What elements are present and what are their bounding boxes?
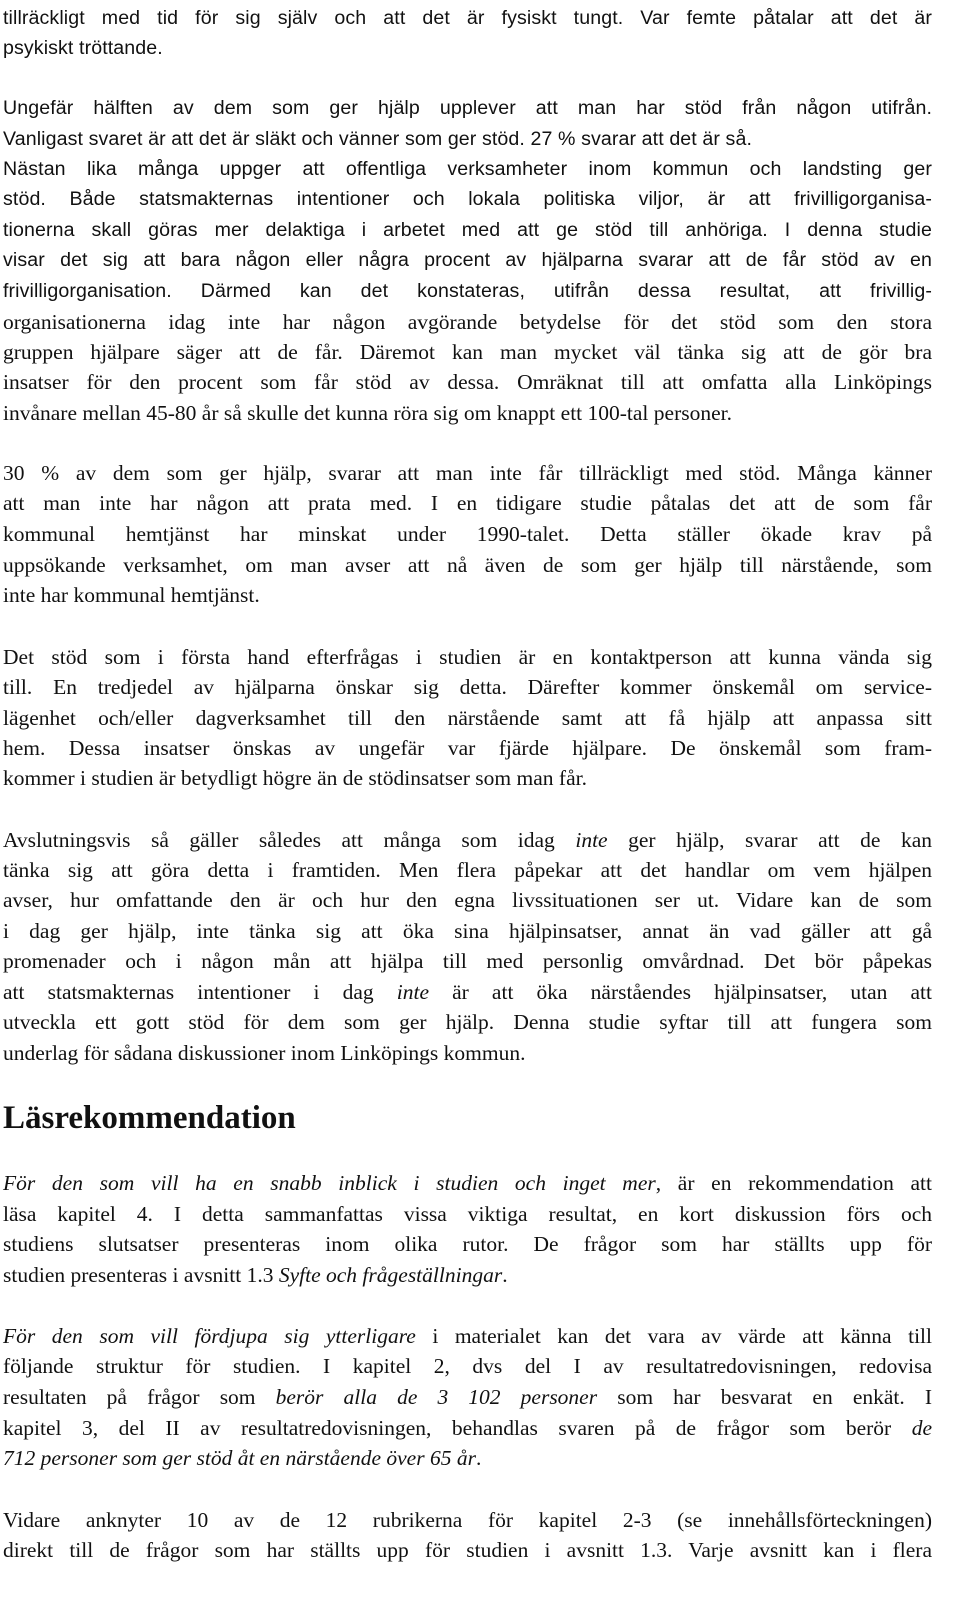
text-line: underlag för sådana diskussioner inom Linköpings kommun.	[3, 1041, 526, 1065]
text-line: studien presenteras i avsnitt 1.3 Syfte och frågeställningar.	[3, 1263, 508, 1287]
text-line: att statsmakternas intentioner i dag inte är att öka närståendes hjälpinsatser, utan att	[3, 980, 932, 1004]
text-line: insatser för den procent som får stöd av dessa. Omräknat till att omfatta alla Linköpings	[3, 370, 932, 394]
text-line: avser, hur omfattande den är och hur den egna livssituationen ser ut. Vidare kan de som	[3, 888, 932, 912]
text-line: kapitel 3, del II av resultatredovisningen, behandlas svaren på de frågor som berör de	[3, 1416, 932, 1440]
text-line: För den som vill fördjupa sig ytterligare i materialet kan det vara av värde att känna till	[3, 1324, 932, 1348]
text-line: psykiskt tröttande.	[3, 37, 163, 59]
text-line: 712 personer som ger stöd åt en närstående över 65 år.	[3, 1446, 482, 1470]
text-line: kommer i studien är betydligt högre än de stödinsatser som man får.	[3, 766, 587, 790]
text-line: 30 % av dem som ger hjälp, svarar att man inte får tillräckligt med stöd. Många känner	[3, 461, 932, 485]
text-line: För den som vill ha en snabb inblick i studien och inget mer, är en rekommendation att	[3, 1171, 932, 1195]
text-line: kommunal hemtjänst har minskat under 1990-talet. Detta ställer ökade krav på	[3, 522, 932, 546]
text-line: Ungefär hälften av dem som ger hjälp upplever att man har stöd från någon utifrån.	[3, 97, 932, 119]
text-line: tänka sig att göra detta i framtiden. Men flera påpekar att det handlar om vem hjälpen	[3, 858, 932, 882]
text-line: utveckla ett gott stöd för dem som ger hjälp. Denna studie syftar till att fungera som	[3, 1010, 932, 1034]
text-line: Nästan lika många uppger att offentliga verksamheter inom kommun och landsting ger	[3, 158, 932, 180]
text-line: promenader och i någon mån att hjälpa till med personlig omvårdnad. Det bör påpekas	[3, 949, 932, 973]
text-line: Det stöd som i första hand efterfrågas i studien är en kontaktperson att kunna vända sig	[3, 645, 932, 669]
text-line: resultaten på frågor som berör alla de 3 102 personer som har besvarat en enkät. I	[3, 1385, 933, 1409]
text-line: hem. Dessa insatser önskas av ungefär var fjärde hjälpare. De önskemål som fram-	[3, 736, 932, 760]
text-line: följande struktur för studien. I kapitel 2, dvs del I av resultatredovisningen, redovisa	[3, 1354, 932, 1378]
text-line: tionerna skall göras mer delaktiga i arbetet med att ge stöd till anhöriga. I denna studie	[3, 219, 932, 241]
text-line: att man inte har någon att prata med. I en tidigare studie påtalas det att de som får	[3, 491, 932, 515]
text-line: inte har kommunal hemtjänst.	[3, 583, 260, 607]
text-line: Avslutningsvis så gäller således att många som idag inte ger hjälp, svarar att de kan	[3, 828, 932, 852]
text-line: stöd. Både statsmakternas intentioner och lokala politiska viljor, är att frivilligorganisa-	[3, 188, 932, 210]
text-line: frivilligorganisation. Därmed kan det konstateras, utifrån dessa resultat, att frivillig-	[3, 280, 932, 302]
text-line: tillräckligt med tid för sig själv och att det är fysiskt tungt. Var femte påtalar att det är	[3, 7, 932, 29]
text-line: studiens slutsatser presenteras inom olika rutor. De frågor som har ställts upp för	[3, 1232, 932, 1256]
text-line: till. En tredjedel av hjälparna önskar sig detta. Därefter kommer önskemål om service-	[3, 675, 932, 699]
text-line: invånare mellan 45-80 år så skulle det kunna röra sig om knappt ett 100-tal personer.	[3, 401, 732, 425]
text-line: direkt till de frågor som har ställts upp för studien i avsnitt 1.3. Varje avsnitt kan i flera	[3, 1538, 932, 1562]
text-line: Vanligast svaret är att det är släkt och vänner som ger stöd. 27 % svarar att det är så.	[3, 128, 752, 150]
text-line: gruppen hjälpare säger att de får. Däremot kan man mycket väl tänka sig att de gör bra	[3, 340, 932, 364]
text-line: läsa kapitel 4. I detta sammanfattas vissa viktiga resultat, en kort diskussion förs och	[3, 1202, 932, 1226]
text-line: lägenhet och/eller dagverksamhet till den närstående samt att få hjälp att anpassa sitt	[3, 706, 932, 730]
text-line: i dag ger hjälp, inte tänka sig att öka sina hjälpinsatser, annat än vad gäller att gå	[3, 919, 932, 943]
text-line: Vidare anknyter 10 av de 12 rubrikerna för kapitel 2-3 (se innehållsförteckningen)	[3, 1508, 932, 1532]
text-line: uppsökande verksamhet, om man avser att nå även de som ger hjälp till närstående, som	[3, 553, 932, 577]
section-heading: Läsrekommendation	[3, 1100, 296, 1136]
text-line: visar det sig att bara någon eller några procent av hjälparna svarar att de får stöd av en	[3, 249, 932, 271]
text-line: organisationerna idag inte har någon avgörande betydelse för det stöd som den stora	[3, 310, 932, 334]
